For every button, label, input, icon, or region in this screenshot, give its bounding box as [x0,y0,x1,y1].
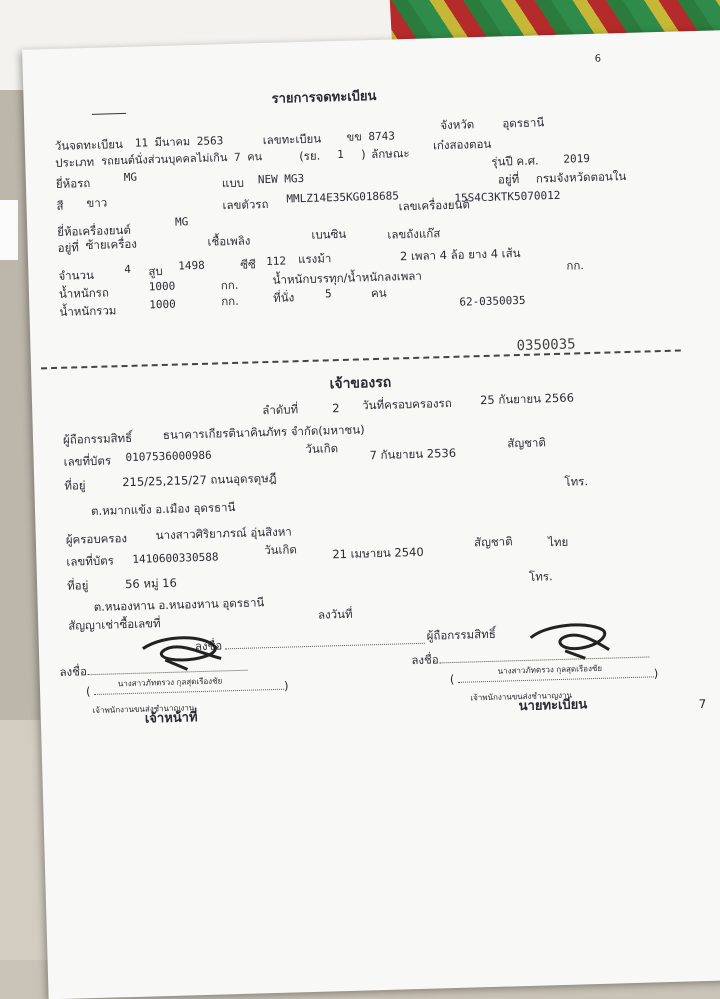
left-paren-close: ) [283,678,289,693]
left-paren-open: ( [85,684,91,699]
book-number: 62-0350035 [459,293,526,309]
kg-label-3: กก. [221,293,240,309]
holder-dob-label: วันเกิด [264,542,298,558]
vehicle-type: รถยนต์นั่งส่วนบุคคลไม่เกิน 7 คน [101,150,263,168]
weight: 1000 [148,279,176,294]
seats: 5 [324,287,332,301]
holder-dob: 21 เมษายน 2540 [332,544,424,562]
right-title: นายทะเบียน [518,697,588,715]
owner-id: 0107536000986 [125,448,212,465]
holder-phone-label: โทร. [528,569,553,584]
color-label: สี [56,198,64,213]
kg-label-1: กก. [566,258,585,273]
model-year: 2019 [563,151,591,166]
left-sign-label: ลงชื่อ [59,664,88,679]
right-paren-close: ) [653,666,659,681]
style-label: ลักษณะ [370,145,410,162]
nationality-label: สัญชาติ [507,435,547,451]
hp-label: แรงม้า [297,251,332,267]
date-label: วันจดทะเบียน [54,136,124,153]
possess-date-label: วันที่ครอบครองรถ [362,395,452,413]
page-number-side: 7 [698,696,707,712]
dob-label: วันเกิด [305,441,339,457]
ownership-sign-label: ผู้ถือกรรมสิทธิ์ [426,626,496,643]
left-signature-icon [134,628,225,676]
load-label: น้ำหนักบรรทุก/น้ำหนักลงเพลา [272,268,422,287]
location2-label: อยู่ที่ [57,240,80,255]
vin-label: เลขตัวรถ [222,196,269,213]
holder-name: นางสาวศิริยาภรณ์ อุ่นสิงหา [155,524,292,543]
lease-date-label: ลงวันที่ [317,606,353,622]
perforation-number: 0350035 [516,336,576,355]
right-name-line [458,676,654,682]
vehicle-style: เก๋งสองตอน [432,136,492,153]
right-officer-name: นางสาวภัทตรวง กุลสุดเรืองชัย [497,663,603,676]
cylinders: 4 [124,262,132,277]
holder-address-label: ที่อยู่ [66,578,89,593]
axles: 2 เพลา 4 ล้อ ยาง 4 เส้น [399,245,521,264]
lease-label: สัญญาเช่าซื้อเลขที่ [68,616,161,633]
plate-label: เลขทะเบียน [262,131,322,148]
sign-line-center [225,643,425,650]
owner-address: 215/25,215/27 ถนนอุดรดุษฎี [122,470,277,490]
engine-brand-label: ยี่ห้อเครื่องยนต์ [57,222,132,239]
possess-date: 25 กันยายน 2566 [479,390,575,408]
holder-address: 56 หมู่ 16 [124,575,178,592]
id-label: เลขที่บัตร [63,453,112,469]
seats-label: ที่นั่ง [272,290,295,305]
brand-label: ยี่ห้อรถ [55,175,91,191]
page-number-top: 6 [594,53,602,65]
engine-cc: 1498 [178,258,205,273]
seats-unit: คน [370,285,387,301]
engine-no-label: เลขเครื่องยนต์ [398,197,471,214]
phone-label: โทร. [564,474,589,489]
background-card [0,200,18,260]
engine-brand: MG [174,215,189,229]
weight-label: น้ำหนักรถ [58,285,110,301]
location: กรมจังหวัดตอนใน [535,168,627,186]
holder-address-2: ต.หนองหาน อ.หนองหาน อุดรธานี [93,595,265,614]
left-officer-name: นางสาวภัทตรวง กุลสุดเรืองชัย [117,676,223,689]
color: ขาว [86,195,108,211]
holder-id: 1410600330588 [132,550,219,566]
right-signature-icon [524,615,615,663]
owner-dob: 7 กันยายน 2536 [369,445,457,463]
address-label: ที่อยู่ [64,478,86,493]
type-label: ประเภท [55,154,95,170]
ownership-label: ผู้ถือกรรมสิทธิ์ [62,430,133,447]
fuel: เบนซิน [311,226,347,242]
registration-sheet [22,30,720,999]
engine-location: ซ้ายเครื่อง [85,236,138,253]
left-officer-position: เจ้าพนักงานขนส่งชำนาญงาน [92,703,195,716]
cc-label: ซีซี [240,257,257,272]
model: NEW MG3 [257,171,305,187]
owner-address-2: ต.หมากแข้ง อ.เมือง อุดรธานี [90,499,236,519]
ry-number: 1 [337,147,344,162]
document-content [22,30,720,999]
left-title: เจ้าหน้าที่ [144,710,198,727]
gas-tank-label: เลขถังแก๊ส [387,226,441,242]
ownership: ธนาคารเกียรตินาคินภัทร จำกัด(มหาชน) [162,422,365,442]
engine-no: 15S4C3KTK5070012 [454,188,561,205]
kg-label-2: กก. [220,277,239,293]
ry-close: ) [360,147,366,162]
holder-nationality: ไทย [547,534,569,550]
perforation-line [41,349,681,369]
reg-date: 11 มีนาคม 2563 [134,134,224,150]
ry-label: (รย. [299,148,321,164]
gross-weight-label: น้ำหนักรวม [59,303,117,319]
fuel-label: เชื้อเพลิง [207,233,251,249]
doc-title: รายการจดทะเบียน [271,88,377,107]
model-label: แบบ [221,175,245,191]
count-label: จำนวน [58,267,95,283]
right-officer-position: เจ้าพนักงานขนส่งชำนาญงาน [470,690,573,703]
vin: MMLZ14E35KG018685 [286,189,400,206]
right-paren-open: ( [449,671,455,687]
seq-number: 2 [332,401,340,416]
cyl-label: สูบ [148,263,163,279]
location-label: อยู่ที่ [497,171,520,187]
holder-nationality-label: สัญชาติ [473,534,513,550]
right-sign-label: ลงชื่อ [411,652,439,668]
gross-weight: 1000 [149,297,176,312]
top-rule [92,113,126,115]
province: อุดรธานี [502,115,545,131]
holder-id-label: เลขที่บัตร [66,553,115,569]
owner-section-title: เจ้าของรถ [329,374,392,393]
plate-number: ขข 8743 [346,129,396,144]
province-label: จังหวัด [440,117,475,133]
seq-label: ลำดับที่ [262,402,299,418]
sign-label-center: ลงชื่อ [194,638,223,654]
year-label: รุ่นปี ค.ศ. [491,153,539,169]
horsepower: 112 [265,254,287,269]
holder-label: ผู้ครอบครอง [65,531,128,547]
brand: MG [123,170,138,184]
